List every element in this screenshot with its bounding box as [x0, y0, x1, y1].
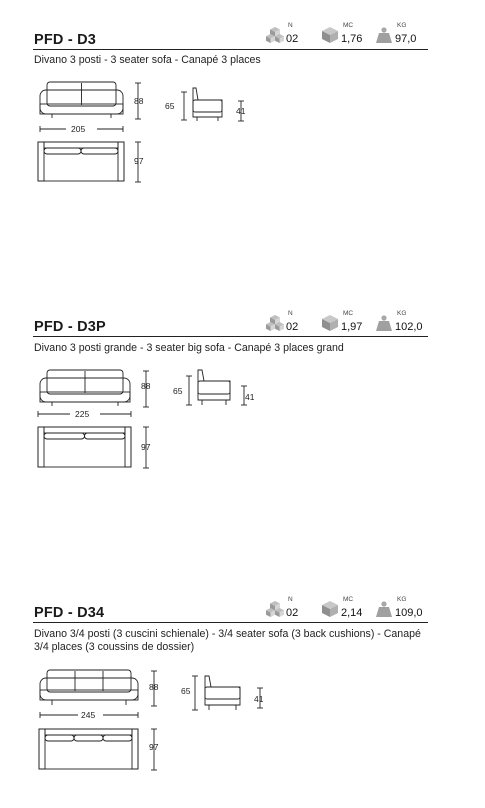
technical-drawings	[0, 288, 485, 488]
back-height-value: 65	[165, 101, 175, 111]
back-height-value: 65	[181, 686, 191, 696]
stat-n-value: 02	[286, 607, 299, 619]
width-value: 205	[71, 124, 86, 134]
sofa-side-view	[193, 88, 222, 121]
height-value: 88	[134, 96, 144, 106]
sofa-front-view	[40, 82, 123, 118]
depth-value: 97	[134, 156, 144, 166]
stat-mc-value: 1,76	[341, 33, 363, 45]
product-code: PFD - D3	[34, 32, 97, 48]
stat-mc-value: 1,97	[341, 321, 363, 333]
stat-kg-value: 102,0	[395, 321, 423, 333]
dimension-back-height	[181, 92, 187, 120]
technical-drawings	[0, 0, 485, 200]
stat-mc-value: 2,14	[341, 607, 363, 619]
product-code: PFD - D3P	[34, 319, 106, 335]
stat-kg-value: 109,0	[395, 607, 423, 619]
stat-n-label: N	[288, 596, 293, 603]
stat-n-label: N	[288, 22, 293, 29]
stat-n-value: 02	[286, 33, 299, 45]
sofa-top-view	[39, 729, 138, 769]
sofa-top-view	[38, 427, 131, 467]
seat-height-value: 41	[245, 392, 255, 402]
dimension-back-height	[192, 676, 198, 710]
stat-n-value: 02	[286, 321, 299, 333]
stat-mc-label: MC	[343, 22, 354, 29]
stat-kg-label: KG	[397, 22, 407, 29]
sofa-front-view	[40, 670, 138, 705]
product-description: Divano 3 posti - 3 seater sofa - Canapé 3 places	[34, 54, 261, 66]
product-description: Divano 3/4 posti (3 cuscini schienale) - 3/4 seater sofa (3 back cushions) - Canapé 3/4 places (3 coussins de dossier)	[34, 628, 421, 653]
stat-n-label: N	[288, 310, 293, 317]
sofa-top-view	[38, 142, 124, 181]
product-code: PFD - D34	[34, 605, 105, 621]
technical-drawings	[0, 588, 485, 788]
height-value: 88	[141, 381, 151, 391]
dimension-back-height	[186, 376, 192, 405]
height-value: 88	[149, 682, 159, 692]
sofa-side-view	[198, 370, 230, 405]
width-value: 245	[81, 710, 96, 720]
back-height-value: 65	[173, 386, 183, 396]
sofa-front-view	[40, 370, 130, 406]
sofa-side-view	[205, 676, 240, 710]
product-description: Divano 3 posti grande - 3 seater big sofa - Canapé 3 places grand	[34, 342, 344, 354]
stat-kg-label: KG	[397, 310, 407, 317]
width-value: 225	[75, 409, 90, 419]
depth-value: 97	[141, 442, 151, 452]
stat-kg-label: KG	[397, 596, 407, 603]
seat-height-value: 41	[236, 106, 246, 116]
stat-kg-value: 97,0	[395, 33, 417, 45]
depth-value: 97	[149, 742, 159, 752]
seat-height-value: 41	[254, 694, 264, 704]
stat-mc-label: MC	[343, 310, 354, 317]
stat-mc-label: MC	[343, 596, 354, 603]
